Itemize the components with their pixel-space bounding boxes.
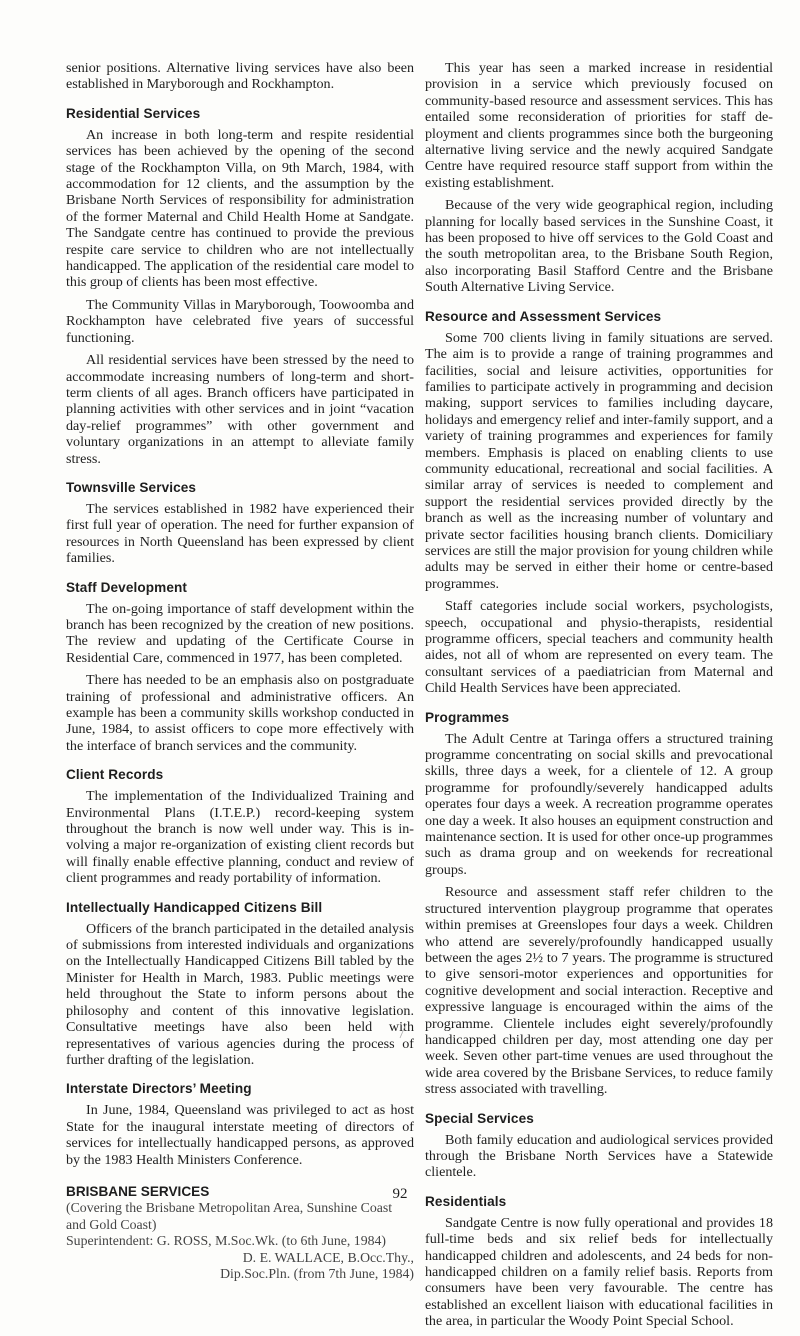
heading-residentials: Residentials xyxy=(425,1193,507,1209)
left-column xyxy=(66,60,414,1282)
heading-citizens-bill: Intellectually Handicapped Citizens Bill xyxy=(66,899,323,915)
superintendent-line-2: D. E. WALLACE, B.Occ.Thy., xyxy=(242,1249,414,1265)
heading-programmes: Programmes xyxy=(425,709,510,725)
heading-interstate-meeting: Interstate Directors’ Meeting xyxy=(66,1081,252,1097)
paragraph: The Adult Centre at Taringa offers a structured training programme concentrating on social skills and prevocational skills, three days a week, for a clientele of 12. A group programme for profoundly/severely handicapped adults operates four days a week. A recreation programme operates one day a week. It also houses an equipment construction and maintenance section. It is used for other once-up programmes such as drama group and on weekends for recreational groups. xyxy=(425,730,773,878)
paragraph: An increase in both long-term and respite residential services has been achieved by the opening of the second stage of the Rockhampton Villa, on 9th March, 1984, with accommodation for 12 clients, and the assumption by the Brisbane North Services of responsibility for administration of the former Maternal and Child Health Home at Sandgate. The Sandgate centre has continued to provide the previous respite care service to children who are not intellectually handicapped. The application of the residential care model to this group of clients has been most effective. xyxy=(66,126,414,291)
paragraph: The implementation of the Individualized Training and Environmental Plans (I.T.E.P.) record-keeping system throughout the branch is now well under way. This is involving a major re-organization of existing client records but will finally enable effective planning, conduct and review of client programmes and ready portability of information. xyxy=(66,788,414,887)
paragraph: Sandgate Centre is now fully operational and provides 18 full-time beds and six relief beds for intellectually handicapped children and adolescents, and 24 beds for non-handicapped children on a family relief basis. Reports from consumers have been very favourable. The centre has established an excellent liaison with educational facilities in the area, in particular the Woody Point Special School. xyxy=(425,1214,773,1330)
paragraph: Staff categories include social workers, psychologists, speech, occupational and physio-therapists, residential programme officers, special teachers and community health aides, not all of whom are represented on every team. The consultant services of a paediatrician from Maternal and Child Health Services have been appreciated. xyxy=(425,598,773,697)
paragraph: The Community Villas in Maryborough, Toowoomba and Rockhampton have celebrated five years of successful functioning. xyxy=(66,296,414,346)
paragraph: There has needed to be an emphasis also on postgraduate training of professional and administrative officers. An example has been a community skills workshop conducted in June, 1984, to assist officers to cope more effectively with the interface of branch services and the community. xyxy=(66,672,414,754)
superintendent-line-3: Dip.Soc.Pln. (from 7th June, 1984) xyxy=(220,1265,414,1281)
brisbane-services-title: BRISBANE SERVICES xyxy=(66,1183,210,1199)
paragraph: In June, 1984, Queensland was privileged to act as host State for the inaugural interstate meeting of directors of services for intellectually handicapped persons, as approved by the 1983 Health Ministers Conference. xyxy=(66,1102,414,1168)
heading-special-services: Special Services xyxy=(425,1110,534,1126)
paragraph: This year has seen a marked increase in residential provision in a service which previously focused on community-based resource and assessment services. This has entailed some reconsideration of priorities for staff deployment and clients programmes since both the burgeoning alternative living service and the newly acquired Sandgate Centre have required resource staff support from within the existing establishment. xyxy=(425,60,773,191)
paragraph: The services established in 1982 have experienced their first full year of operation. The need for further expansion of resources in North Queensland has been expressed by client families. xyxy=(66,500,414,567)
heading-client-records: Client Records xyxy=(66,767,164,783)
heading-residential-services: Residential Services xyxy=(66,105,201,121)
coverage-line: (Covering the Brisbane Metropolitan Area, Sunshine Coast and Gold Coast) xyxy=(66,1200,393,1232)
heading-resource-assessment: Resource and Assessment Services xyxy=(425,308,662,324)
right-column xyxy=(425,60,773,1336)
page-number: 92 xyxy=(392,1186,408,1202)
superintendent-line: Superintendent: G. ROSS, M.Soc.Wk. (to 6th June, 1984) xyxy=(66,1233,386,1249)
paragraph: The on-going importance of staff development within the branch has been recognized by the creation of new positions. The review and updating of the Certificate Course in Residential Care, commenced in 1977, has been completed. xyxy=(66,600,414,666)
paragraph: Because of the very wide geographical region, including planning for locally based services in the Sunshine Coast, it has been proposed to hive off services to the Gold Coast and the south metropolitan area, to the Brisbane South Region, also incorporating Basil Stafford Centre and the Brisbane South Alternative Living Service. xyxy=(425,197,773,296)
heading-townsville-services: Townsville Services xyxy=(66,479,197,495)
paragraph: senior positions. Alternative living services have also been established in Maryborough and Rockhampton. xyxy=(66,60,414,93)
paragraph: Both family education and audiological services provided through the Brisbane North Services have a Statewide clientele. xyxy=(425,1131,773,1181)
heading-staff-development: Staff Development xyxy=(66,579,188,595)
paragraph: Resource and assessment staff refer children to the structured intervention playgroup programme that operates within premises at Greenslopes four days a week. Children who attend are severely/profoundly handicapped usually between the ages 2½ to 7 years. The programme is structured to give sensori-motor experiences and opportunities for cognitive development and social interaction. Receptive and expressive language is encouraged within the aims of the programme. Clientele includes eight severely/profoundly handicapped children per day, most attending one day per week. Seven other part-time venues are used throughout the wide area covered by the Brisbane Services, to reduce family stress associated with travelling. xyxy=(425,884,773,1098)
paragraph: All residential services have been stressed by the need to accommodate increasing numbers of long-term and short-term clients of all ages. Branch officers have participated in planning activities with other services and in joint “vacation day-relief programmes” with other government and voluntary organizations in an attempt to alleviate family stress. xyxy=(66,352,414,467)
paragraph: Officers of the branch participated in the detailed analysis of submissions from interested individuals and organizations on the Intellectually Handicapped Citizens Bill tabled by the Minister for Health in March, 1983. Public meetings were held throughout the State to inform persons about the philosophy and content of this innovative legislation. Consultative meetings have also been held with representatives of various agencies during the process of further drafting of the legislation. xyxy=(66,920,414,1068)
paragraph: Some 700 clients living in family situations are served. The aim is to provide a range of training programmes and facilities, social and leisure activities, opportunities for families to participate actively in programming and decision making, support services to families including daycare, holidays and emergency relief and inter-family support, and a variety of training programmes and experiences for family members. Emphasis is placed on enabling clients to use community educational, recreational and social facilities. A similar array of services is needed to complement and support the residential services provided directly by the branch as well as the increasing number of voluntary and private sector facilities housing branch clients. Domiciliary services are still the major provision for young children while adults may be served in either their home or centre-based programmes. xyxy=(425,329,773,592)
stray-mark xyxy=(398,1023,408,1039)
